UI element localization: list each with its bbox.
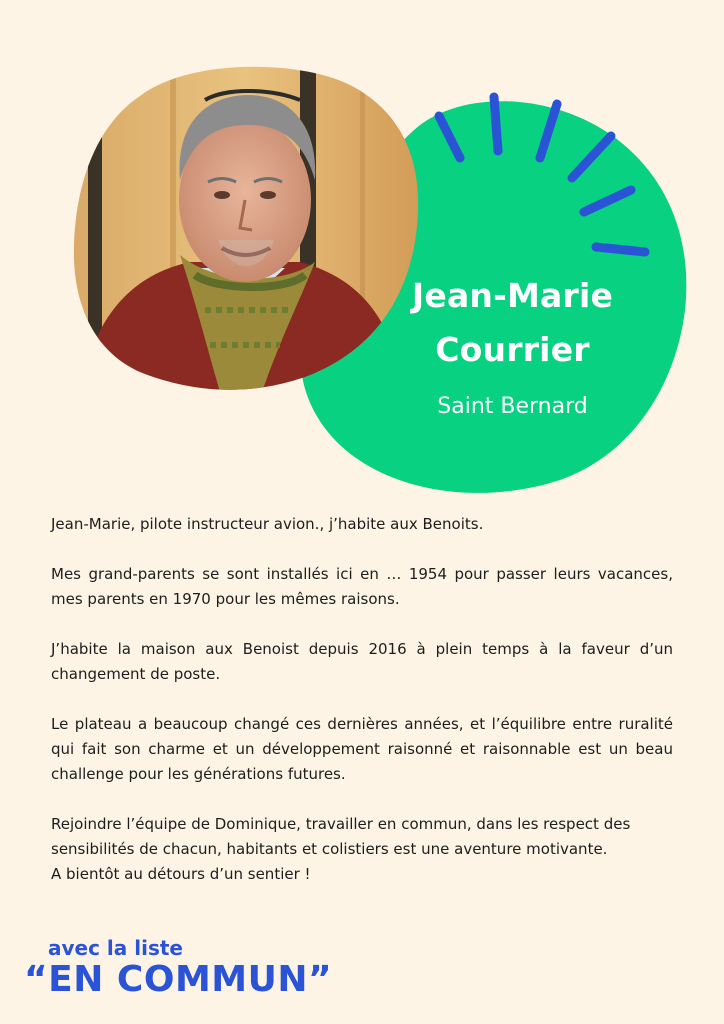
bio-paragraph-4: Le plateau a beaucoup changé ces dernières années, et l’équilibre entre ruralité qui fait son charme et un développement raisonné et raisonnable est un beau challenge pour les générations futures.: [51, 715, 673, 783]
bio-paragraph-5-line-1: Rejoindre l’équipe de Dominique, travailler en commun, dans les respect des sensibilités de chacun, habitants et colistiers est une aventure motivante.: [51, 815, 631, 858]
candidate-location: Saint Bernard: [437, 394, 588, 419]
bio-paragraph-3: J’habite la maison aux Benoist depuis 2016 à plein temps à la faveur d’un changement de poste.: [51, 640, 673, 683]
candidate-first-name: Jean-Marie: [411, 276, 614, 315]
biography: [51, 512, 673, 912]
hero-graphic: [0, 0, 724, 500]
footer-tagline: avec la liste: [48, 936, 183, 960]
candidate-last-name: Courrier: [435, 330, 590, 369]
bio-paragraph-5-line-2: A bientôt au détours d’un sentier !: [51, 865, 311, 883]
footer-list-name: “EN COMMUN”: [24, 959, 333, 1000]
bio-paragraph-2: Mes grand-parents se sont installés ici en … 1954 pour passer leurs vacances, mes parents en 1970 pour les mêmes raisons.: [51, 565, 673, 608]
candidate-name: [385, 269, 640, 377]
bio-paragraph-5: [51, 812, 673, 887]
bio-paragraph-1: Jean-Marie, pilote instructeur avion., j’habite aux Benoits.: [51, 515, 484, 533]
